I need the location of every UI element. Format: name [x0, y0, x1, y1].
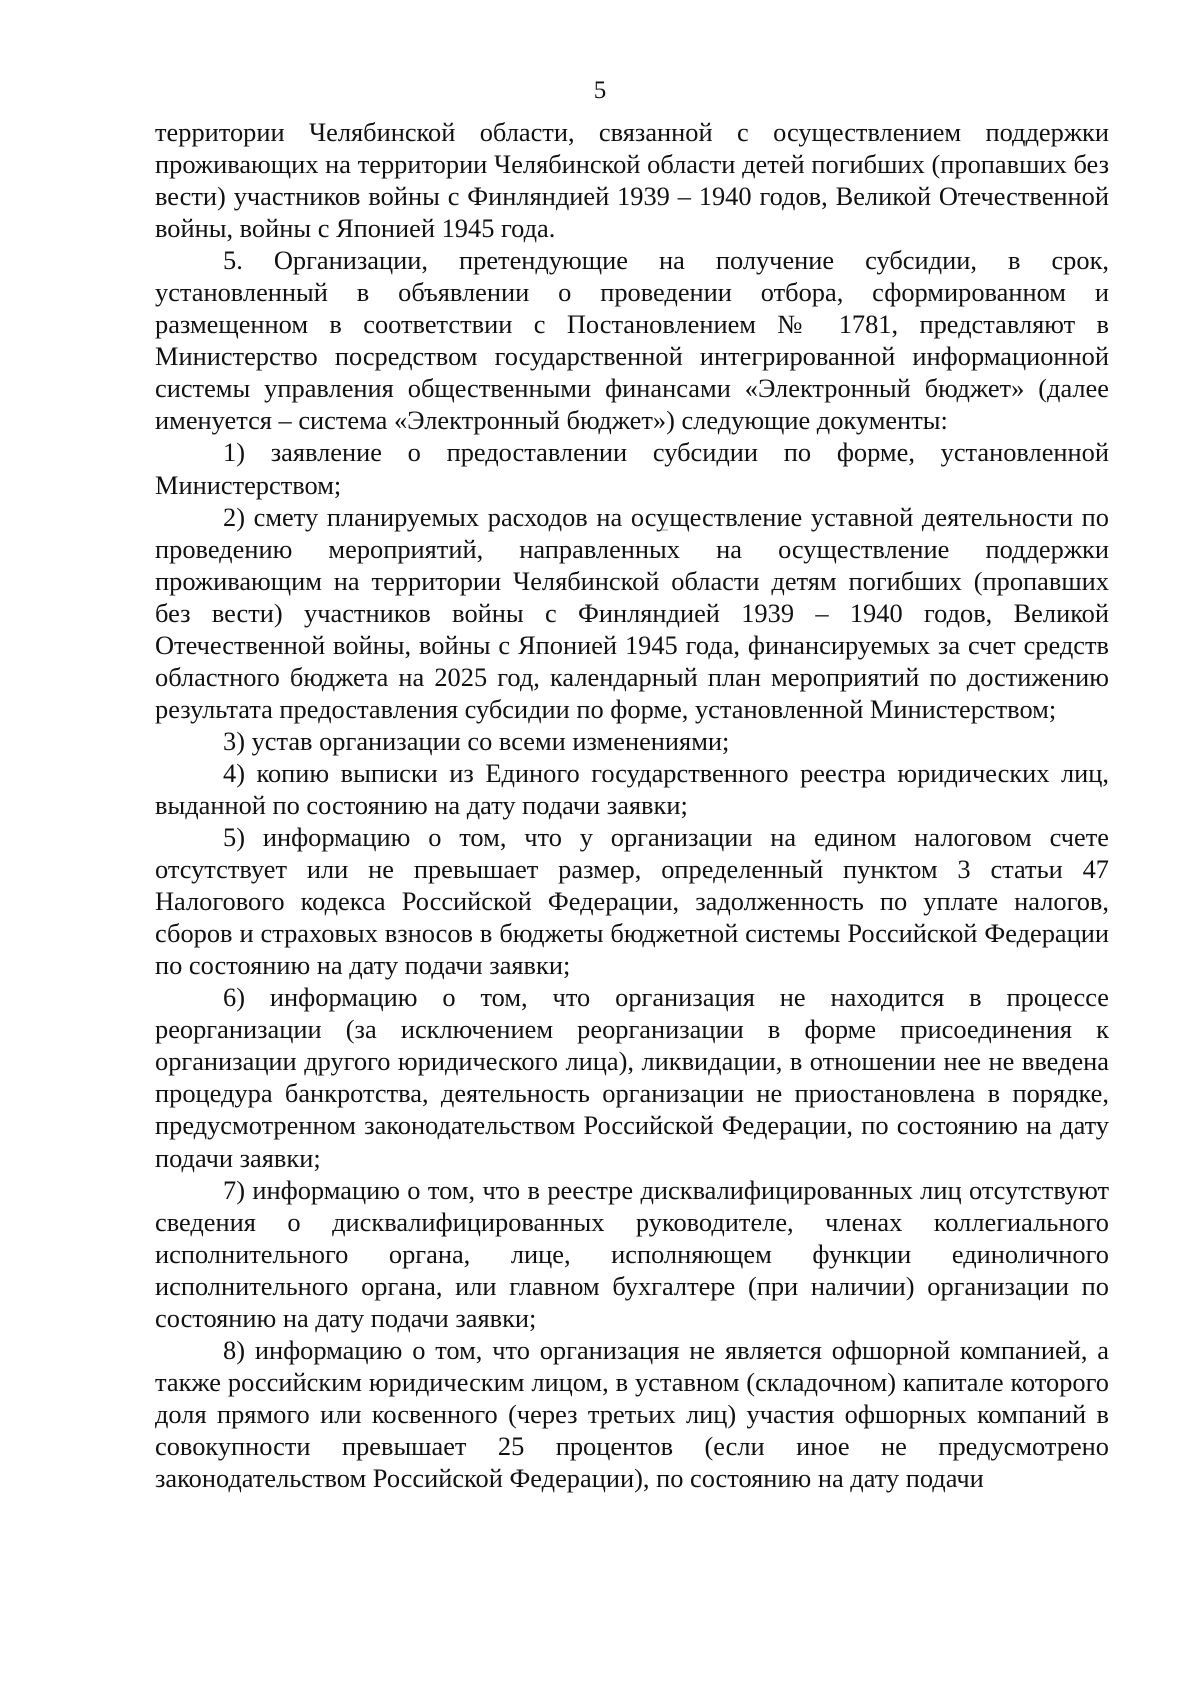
- list-item-6: 6) информацию о том, что организация не находится в процессе реорганизации (за исключением реорганизации в форме присоединения к организации другого юридического лица), ликвидации, в отношении нее не введена процедура банкротства, деятельность организации не приостановлена в порядке, предусмотренном законодательством Российской Федерации, по состоянию на дату подачи заявки;: [155, 982, 1109, 1173]
- list-item-4: 4) копию выписки из Единого государственного реестра юридических лиц, выданной по состоянию на дату подачи заявки;: [155, 757, 1109, 820]
- paragraph-continuation: территории Челябинской области, связанной с осуществлением поддержки проживающих на территории Челябинской области детей погибших (пропавших без вести) участников войны с Финляндией 1939 – 1940 годов, Великой Отечественной войны, войны с Японией 1945 года.: [155, 117, 1109, 244]
- list-item-8: 8) информацию о том, что организация не является офшорной компанией, а также российским юридическим лицом, в уставном (складочном) капитале которого доля прямого или косвенного (через третьих лиц) участия офшорных компаний в совокупности превышает 25 процентов (если иное не предусмотрено законодательством Российской Федерации), по состоянию на дату подачи: [155, 1334, 1109, 1493]
- list-item-5: 5) информацию о том, что у организации на едином налоговом счете отсутствует или не превышает размер, определенный пунктом 3 статьи 47 Налогового кодекса Российской Федерации, задолженность по уплате налогов, сборов и страховых взносов в бюджеты бюджетной системы Российской Федерации по состоянию на дату подачи заявки;: [155, 822, 1109, 981]
- list-item-2: 2) смету планируемых расходов на осуществление уставной деятельности по проведению мероприятий, направленных на осуществление поддержки проживающим на территории Челябинской области детям погибших (пропавших без вести) участников войны с Финляндией 1939 – 1940 годов, Великой Отечественной войны, войны с Японией 1945 года, финансируемых за счет средств областного бюджета на 2025 год, календарный план мероприятий по достижению результата предоставления субсидии по форме, установленной Министерством;: [155, 501, 1109, 724]
- paragraph-item-5: 5. Организации, претендующие на получение субсидии, в срок, установленный в объявлении о проведении отбора, сформированном и размещенном в соответствии с Постановлением № 1781, представляют в Министерство посредством государственной интегрированной информационной системы управления общественными финансами «Электронный бюджет» (далее именуется – система «Электронный бюджет») следующие документы:: [155, 245, 1109, 436]
- list-item-1: 1) заявление о предоставлении субсидии по форме, установленной Министерством;: [155, 437, 1109, 500]
- page-number: 5: [593, 77, 607, 104]
- document-body: [155, 116, 1109, 1494]
- list-item-7: 7) информацию о том, что в реестре дисквалифицированных лиц отсутствуют сведения о дисквалифицированных руководителе, членах коллегиального исполнительного органа, лице, исполняющем функции единоличного исполнительного органа, или главном бухгалтере (при наличии) организации по состоянию на дату подачи заявки;: [155, 1174, 1109, 1333]
- list-item-3: 3) устав организации со всеми изменениями;: [223, 725, 730, 756]
